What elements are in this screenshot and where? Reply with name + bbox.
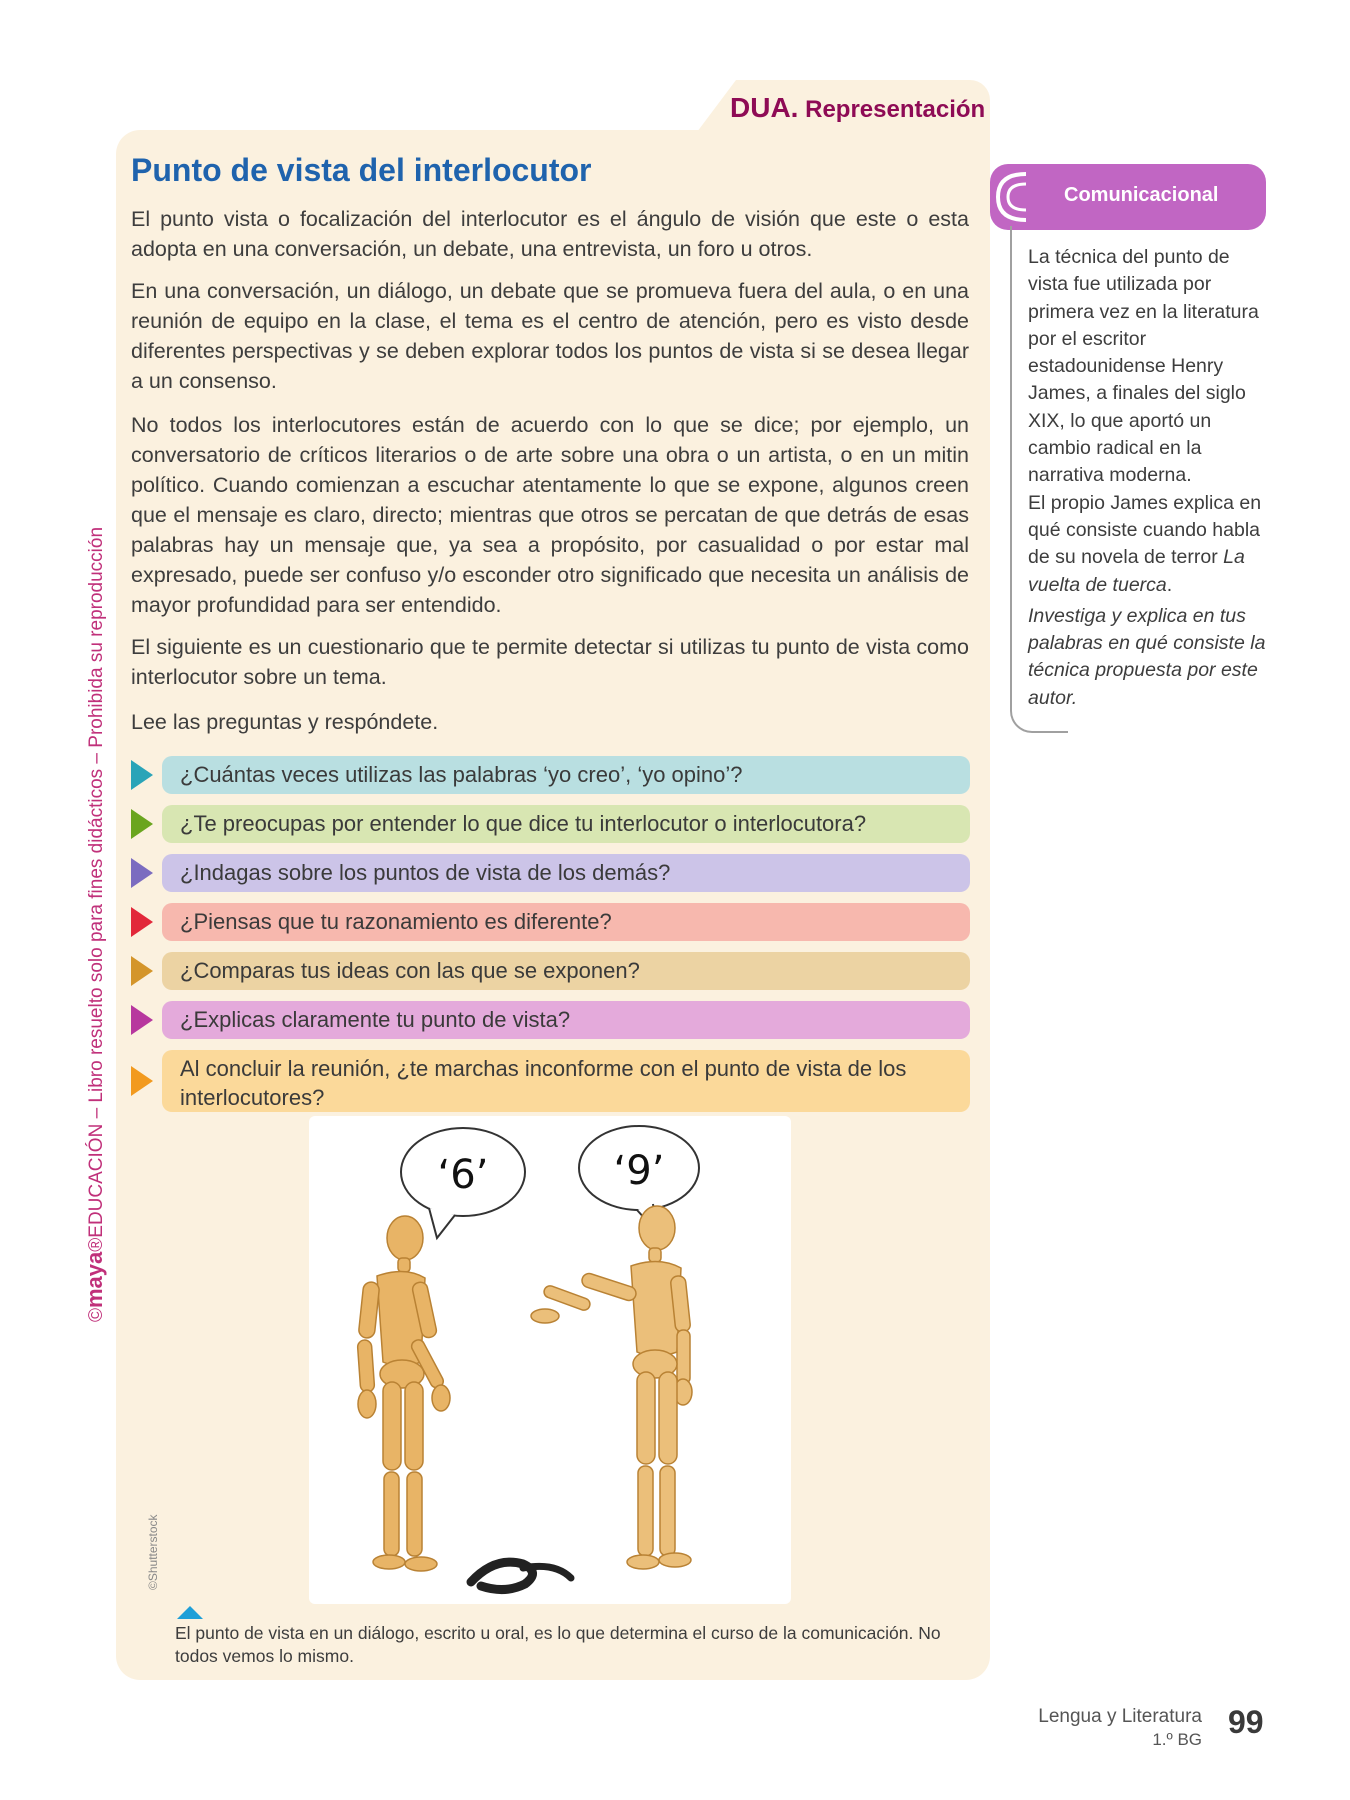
question-text: ¿Piensas que tu razonamiento es diferente?: [162, 903, 970, 941]
arrow-icon: [131, 809, 153, 839]
image-caption: El punto de vista en un diálogo, escrito u oral, es lo que determina el curso de la comunicación. No todos vemos lo mismo.: [175, 1623, 941, 1666]
brand-logo: maya: [82, 1251, 107, 1308]
question-text: ¿Comparas tus ideas con las que se exponen?: [162, 952, 970, 990]
question-item: [128, 952, 970, 990]
mannequin-left: [357, 1216, 450, 1571]
arrow-icon: [131, 760, 153, 790]
mannequin-right: [531, 1206, 692, 1569]
question-item: [128, 1050, 970, 1112]
sidebar-paragraph-2-text: El propio James explica en qué consiste cuando habla de su novela de terror: [1028, 491, 1262, 569]
question-text: ¿Cuántas veces utilizas las palabras ‘yo creo’, ‘yo opino’?: [162, 756, 970, 794]
page-number: 99: [1228, 1704, 1264, 1740]
sidebar-task: Investiga y explica en tus palabras en qué consiste la técnica propuesta por este autor.: [1028, 604, 1266, 709]
arrow-icon: [131, 907, 153, 937]
c-shape-icon: [986, 162, 1032, 232]
paragraph-5: Lee las preguntas y respóndete.: [131, 710, 439, 734]
caption-triangle-icon: [177, 1606, 203, 1619]
question-text: ¿Indagas sobre los puntos de vista de los demás?: [162, 854, 970, 892]
question-text: Al concluir la reunión, ¿te marchas inconforme con el punto de vista de los interlocutores?: [162, 1050, 970, 1112]
page-title: Punto de vista del interlocutor: [131, 152, 592, 188]
registered-symbol: ®: [86, 1237, 107, 1252]
bubble-text-right: ‘9’: [613, 1148, 665, 1194]
image-credit: ©Shutterstock: [146, 1514, 160, 1590]
question-item: [128, 756, 970, 794]
mannequins-image: [309, 1116, 791, 1604]
question-list: [128, 756, 970, 1123]
sidebar-text: [1028, 244, 1268, 712]
question-item: [128, 1001, 970, 1039]
bubble-text-left: ‘6’: [437, 1152, 489, 1198]
side-tag-label: Comunicacional: [1064, 184, 1219, 206]
footer-grade: 1.º BG: [1152, 1730, 1202, 1749]
footer-subject: Lengua y Literatura: [1038, 1706, 1202, 1727]
sidebar-paragraph-2-end: .: [1166, 573, 1173, 596]
dua-text: Representación: [798, 96, 986, 123]
question-item: [128, 805, 970, 843]
paragraph-3: No todos los interlocutores están de acuerdo con lo que se dice; por ejemplo, un conversatorio de críticos literarios o de arte sobre una obra o un artista, o en un mitin político. Cuando comienzan a escuchar atentamente lo que se expone, algunos creen que el mensaje es claro, directo; mientras que otros se percatan de que detrás de esas palabras hay un mensaje que, ya sea a propósito, por casualidad o por estar mal expresado, puede ser confuso y/o esconder otro significado que necesita un análisis de mayor profundidad para ser entendido.: [131, 413, 969, 617]
sidebar-paragraph-2: [1028, 490, 1268, 599]
arrow-icon: [131, 1005, 153, 1035]
question-item: [128, 903, 970, 941]
paragraph-4: El siguiente es un cuestionario que te permite detectar si utilizas tu punto de vista como interlocutor sobre un tema.: [131, 635, 969, 689]
copyright-symbol: ©: [86, 1308, 107, 1322]
arrow-icon: [131, 956, 153, 986]
novel-title: La vuelta de tuerca: [1028, 546, 1245, 596]
dua-prefix: DUA.: [730, 92, 799, 123]
paragraph-1: El punto vista o focalización del interlocutor es el ángulo de visión que este o esta adopta en una conversación, un debate, una entrevista, un foro u otros.: [131, 207, 969, 261]
dua-label: [730, 92, 985, 124]
vertical-copyright-note: [82, 527, 108, 1322]
paragraph-2: En una conversación, un diálogo, un debate que se promueva fuera del aula, o en una reunión de equipo en la clase, el tema es el centro de atención, pero es visto desde diferentes perspectivas y se deben explorar todos los puntos de vista si se desea llegar a un consenso.: [131, 279, 969, 393]
arrow-icon: [131, 858, 153, 888]
copyright-text: EDUCACIÓN – Libro resuelto solo para fines didácticos – Prohibida su reproducción: [86, 526, 107, 1238]
question-text: ¿Te preocupas por entender lo que dice tu interlocutor o interlocutora?: [162, 805, 970, 843]
mannequins-illustration: [309, 1116, 791, 1604]
question-text: ¿Explicas claramente tu punto de vista?: [162, 1001, 970, 1039]
sidebar-paragraph-1: La técnica del punto de vista fue utilizada por primera vez en la literatura por el escritor estadounidense Henry James, a finales del siglo XIX, lo que aportó un cambio radical en la narrativa moderna.: [1028, 246, 1259, 487]
arrow-icon: [131, 1066, 153, 1096]
question-item: [128, 854, 970, 892]
